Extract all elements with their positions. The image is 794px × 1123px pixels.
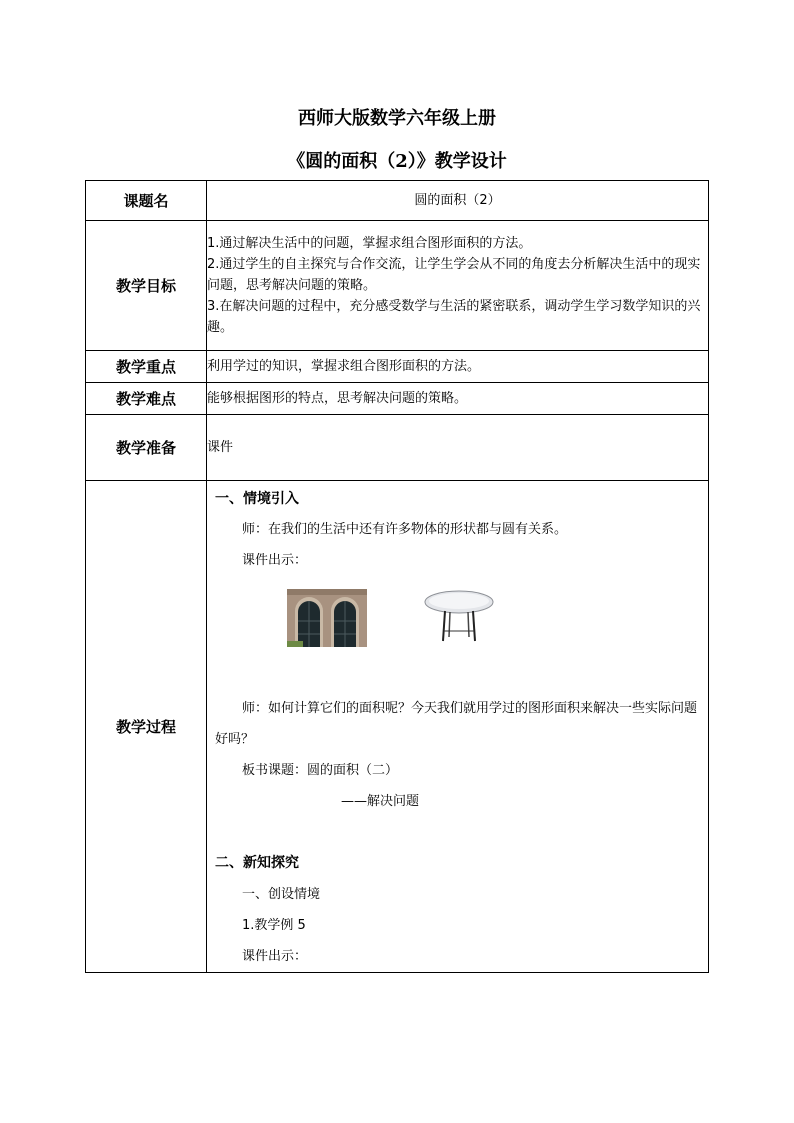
difficulty-label: 教学难点	[86, 383, 207, 415]
lesson-plan-table	[85, 180, 709, 973]
preparation-value: 课件	[207, 415, 709, 481]
goal-item-1: 1.通过解决生活中的问题，掌握求组合图形面积的方法。	[207, 236, 532, 251]
example-line: 1.教学例 5	[242, 918, 306, 933]
difficulty-row	[86, 383, 709, 415]
section2-heading: 二、新知探究	[215, 855, 299, 871]
key-point-row	[86, 351, 709, 383]
board-subtitle-line: ——解决问题	[341, 794, 420, 809]
topic-row	[86, 181, 709, 221]
preparation-row	[86, 415, 709, 481]
topic-value: 圆的面积（2）	[207, 181, 709, 221]
process-row	[86, 481, 709, 973]
difficulty-value: 能够根据图形的特点，思考解决问题的策略。	[207, 383, 709, 415]
goals-label: 教学目标	[86, 221, 207, 351]
process-content	[207, 481, 709, 973]
process-label: 教学过程	[86, 481, 207, 973]
document-title: 西师大版数学六年级上册	[298, 108, 496, 129]
courseware-line-2: 课件出示：	[242, 949, 308, 964]
goal-item-3: 3.在解决问题的过程中，充分感受数学与生活的紧密联系，调动学生学习数学知识的兴趣。	[207, 299, 701, 335]
goal-item-2: 2.通过学生的自主探究与合作交流，让学生学会从不同的角度去分析解决生活中的现实问题，思考解决问题的策略。	[207, 257, 701, 293]
section1-heading: 一、情境引入	[215, 491, 299, 507]
key-point-value: 利用学过的知识，掌握求组合图形面积的方法。	[207, 351, 709, 383]
goals-content	[207, 221, 709, 351]
teacher-line-2: 师：如何计算它们的面积呢？今天我们就用学过的图形面积来解决一些实际问题好吗？	[215, 701, 698, 747]
key-point-label: 教学重点	[86, 351, 207, 383]
preparation-label: 教学准备	[86, 415, 207, 481]
teacher-line-1: 师：在我们的生活中还有许多物体的形状都与圆有关系。	[242, 522, 568, 537]
topic-label: 课题名	[86, 181, 207, 221]
round-table-image	[423, 587, 495, 645]
arched-windows-image	[287, 589, 367, 647]
courseware-line-1: 课件出示：	[242, 553, 308, 568]
subsection-line: 一、创设情境	[242, 887, 321, 902]
document-subtitle: 《圆的面积（2）》教学设计	[287, 151, 507, 172]
goals-row	[86, 221, 709, 351]
board-title-line: 板书课题：圆的面积（二）	[242, 763, 399, 778]
